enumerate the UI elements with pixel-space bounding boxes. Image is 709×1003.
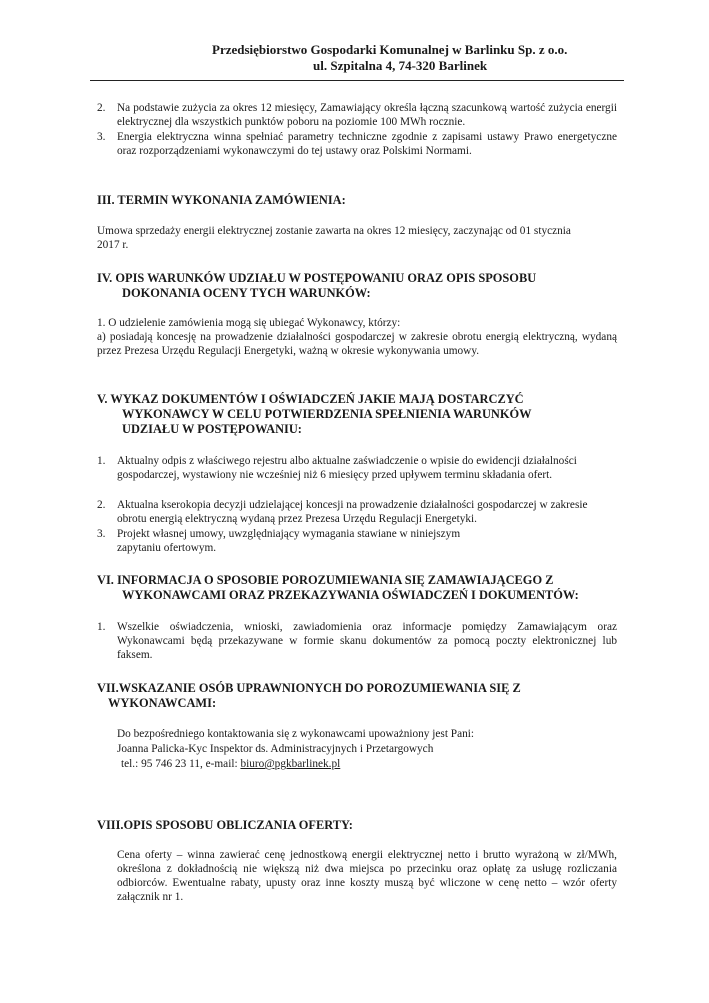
section-heading-cont: UDZIAŁU W POSTĘPOWANIU: — [122, 422, 302, 436]
company-address: ul. Szpitalna 4, 74-320 Barlinek — [313, 58, 488, 73]
section-heading: IV. OPIS WARUNKÓW UDZIAŁU W POSTĘPOWANIU ORAZ OPIS SPOSOBU — [97, 271, 537, 285]
header-divider — [90, 80, 624, 81]
section-heading-cont: WYKONAWCAMI ORAZ PRZEKAZYWANIA OŚWIADCZEŃ I DOKUMENTÓW: — [122, 588, 579, 602]
paragraph: Umowa sprzedaży energii elektrycznej zostanie zawarta na okres 12 miesięcy, zaczynając od 01 stycznia 2017 r. — [97, 225, 571, 251]
company-name: Przedsiębiorstwo Gospodarki Komunalnej w Barlinku Sp. z o.o. — [212, 42, 568, 57]
section-heading: VIII.OPIS SPOSOBU OBLICZANIA OFERTY: — [97, 818, 353, 832]
email-link[interactable]: biuro@pgkbarlinek.pl — [240, 758, 341, 770]
section-heading: VI. INFORMACJA O SPOSOBIE POROZUMIEWANIA SIĘ ZAMAWIAJĄCEGO Z — [97, 573, 554, 587]
contact-details — [121, 757, 621, 771]
section-heading-cont: WYKONAWCAMI: — [108, 696, 217, 710]
section-heading: VII.WSKAZANIE OSÓB UPRAWNIONYCH DO POROZUMIEWANIA SIĘ Z — [97, 681, 521, 695]
paragraph: 1. O udzielenie zamówienia mogą się ubiegać Wykonawcy, którzy: — [97, 317, 401, 329]
phone-text: tel.: 95 746 23 11, e-mail: — [121, 758, 241, 770]
paragraph: a) posiadają koncesję na prowadzenie działalności gospodarczej w zakresie obrotu energią elektryczną, wydaną przez Prezesa Urzędu Regulacji Energetyki, ważną w okresie wykonywania umowy. — [97, 331, 617, 357]
document-page: Przedsiębiorstwo Gospodarki Komunalnej w Barlinku Sp. z o.o. ul. Szpitalna 4, 74-320 Barlinek 2. Na podstawie zużycia za okres 12 miesięcy, Zamawiający określa łączną szacunkową wartość zużycia energii elektrycznej dla wszystkich punktów poboru na poziomie 100 MWh rocznie. 3. Energia elektryczna winna spełniać parametry techniczne zgodnie z zapisami ustawy Prawo energetyczne oraz rozporządzeniami wykonawczymi do tej ustawy oraz Polskimi Normami. III. TERMIN WYKONANIA ZAMÓWIENIA: Umowa sprzedaży energii elektrycznej zostanie zawarta na okres 12 miesięcy, zaczynając od 01 stycznia 2017 r. IV. OPIS WARUNKÓW UDZIAŁU W POSTĘPOWANIU ORAZ OPIS SPOSOBU DOKONANIA OCENY TYCH WARUNKÓW: 1. O udzielenie zamówienia mogą się ubiegać Wykonawcy, którzy: a) posiadają koncesję na prowadzenie działalności gospodarczej w zakresie obrotu energią elektryczną, wydaną przez Prezesa Urzędu Regulacji Energetyki, ważną w okresie wykonywania umowy. V. WYKAZ DOKUMENTÓW I OŚWIADCZEŃ JAKIE MAJĄ DOSTARCZYĆ WYKONAWCY W CELU POTWIERDZENIA SPEŁNIENIA WARUNKÓW UDZIAŁU W POSTĘPOWANIU: 1. Aktualny odpis z właściwego rejestru albo aktualne zaświadczenie o wpisie do ewidencji działalności gospodarczej, wystawiony nie wcześniej niż 6 miesięcy przed upływem terminu składania ofert. 2. Aktualna kserokopia decyzji udzielającej koncesji na prowadzenie działalności gospodarczej w zakresie obrotu energią elektryczną wydaną przez Prezesa Urzędu Regulacji Energetyki. 3. Projekt własnej umowy, uwzględniający wymagania stawiane w niniejszym zapytaniu ofertowym. VI. INFORMACJA O SPOSOBIE POROZUMIEWANIA SIĘ ZAMAWIAJĄCEGO Z WYKONAWCAMI ORAZ PRZEKAZYWANIA OŚWIADCZEŃ I DOKUMENTÓW: 1. Wszelkie oświadczenia, wnioski, zawiadomienia oraz informacje pomiędzy Zamawiającym oraz Wykonawcami będą przekazywane w formie skanu dokumentów za pomocą poczty elektronicznej lub faksem. VII.WSKAZANIE OSÓB UPRAWNIONYCH DO POROZUMIEWANIA SIĘ Z WYKONAWCAMI: Do bezpośredniego kontaktowania się z wykonawcami upoważniony jest Pani: Joanna Palicka-Kyc Inspektor ds. Administracyjnych i Przetargowych tel.: 95 746 23 11, e-mail: biuro@pgkbarlinek.pl VIII.OPIS SPOSOBU OBLICZANIA OFERTY: Cena oferty – winna zawierać cenę jednostkową energii elektrycznej netto i brutto wyrażoną w zł/MWh, określona z dokładnością nie większą niż dwa miejsca po przecinku oraz opłatę za usługę rozliczania odbiorców. Ewentualne rabaty, upusty oraz inne koszty muszą być wliczone w cenę netto – wzór oferty załącznik nr 1. — [0, 0, 709, 1003]
section-heading: V. WYKAZ DOKUMENTÓW I OŚWIADCZEŃ JAKIE MAJĄ DOSTARCZYĆ — [97, 392, 524, 406]
section-heading: III. TERMIN WYKONANIA ZAMÓWIENIA: — [97, 193, 346, 207]
contact-person: Joanna Palicka-Kyc Inspektor ds. Administracyjnych i Przetargowych — [117, 743, 434, 755]
section-heading-cont: WYKONAWCY W CELU POTWIERDZENIA SPEŁNIENIA WARUNKÓW — [122, 407, 532, 421]
section-heading-cont: DOKONANIA OCENY TYCH WARUNKÓW: — [122, 286, 371, 300]
paragraph: Cena oferty – winna zawierać cenę jednostkową energii elektrycznej netto i brutto wyrażoną w zł/MWh, określona z dokładnością nie większą niż dwa miejsca po przecinku oraz opłatę za usługę rozliczania odbiorców. Ewentualne rabaty, upusty oraz inne koszty muszą być wliczone w cenę netto – wzór oferty załącznik nr 1. — [117, 849, 617, 903]
contact-line: Do bezpośredniego kontaktowania się z wykonawcami upoważniony jest Pani: — [117, 728, 475, 740]
